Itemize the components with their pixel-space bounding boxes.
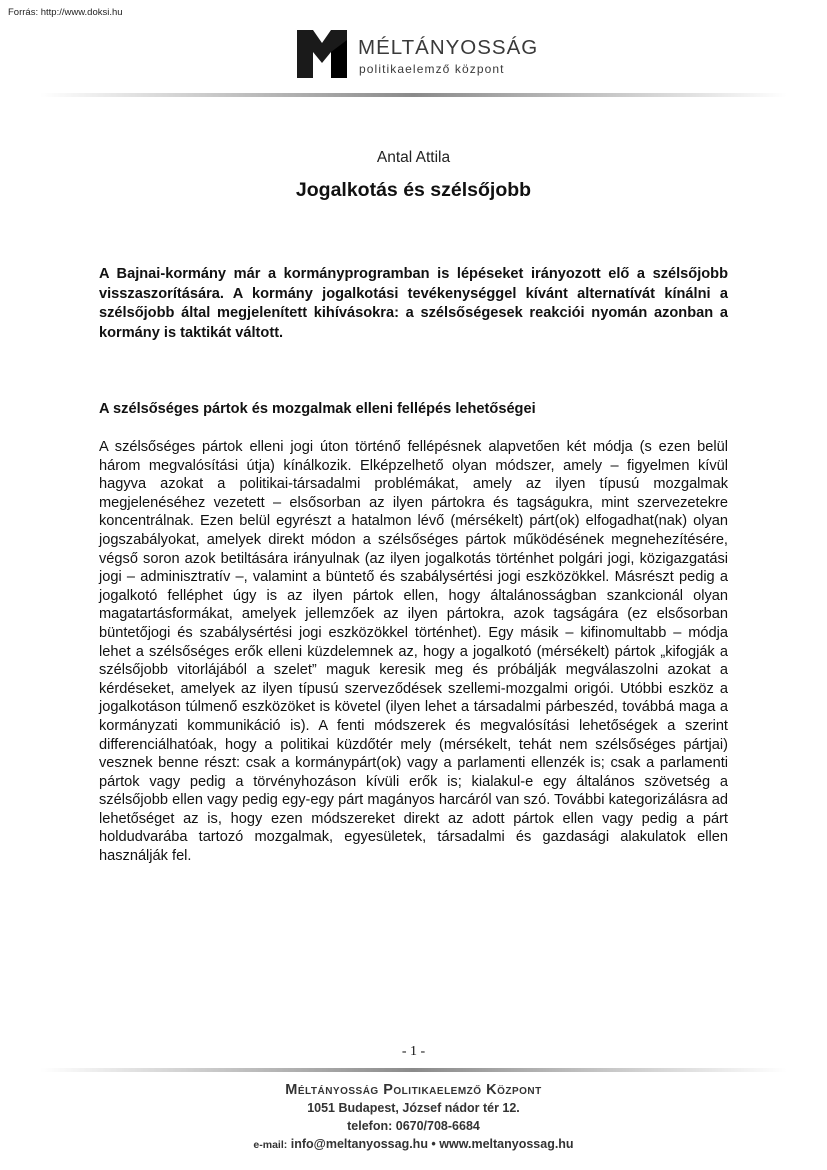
footer-contact — [0, 1137, 827, 1151]
footer-phone: telefon: 0670/708-6684 — [347, 1119, 480, 1133]
footer-address: 1051 Budapest, József nádor tér 12. — [307, 1101, 520, 1115]
footer-organization: Méltányosság Politikaelemző Központ — [285, 1082, 542, 1098]
meltanyossag-m-logo-icon — [297, 30, 347, 78]
section-heading: A szélsőséges pártok és mozgalmak elleni fellépés lehetőségei — [99, 401, 536, 417]
logo-subtitle: politikaelemző központ — [359, 62, 505, 76]
author-name: Antal Attila — [376, 149, 451, 166]
page-number: - 1 - — [401, 1044, 426, 1059]
body-paragraph: A szélsőséges pártok elleni jogi úton történő fellépésnek alapvetően két módja (s ezen belül három megvalósítási útja) kínálkozik. Elképzelhető olyan módszer, amely – figyelmen kívül hagyva azokat a politikai-társadalmi problémákat, amely az ilyen típusú mozgalmak megjelenéséhez vezetett – elsősorban az ilyen pártokra és tagságukra, mint szervezetekre koncentrálnak. Ezen belül egyrészt a hatalmon lévő (mérsékelt) párt(ok) elfogadhat(nak) olyan jogszabályokat, amelyek direkt módon a szélsőséges pártok működésének megnehezítésére, végső soron azok betiltására irányulnak (az ilyen jogalkotás történhet polgári jogi, közigazgatási jogi – adminisztratív –, valamint a büntető és szabálysértési jogi eszközökkel. Másrészt pedig a jogalkotó felléphet úgy is az ilyen pártok ellen, hogy általánosságban szankcionál olyan magatartásformákat, amelyek jellemzőek az ilyen pártokra, azok tagságára (ez elsősorban büntetőjogi és szabálysértési jogi eszközökkel történhet). Egy másik – kifinomultabb – módja lehet a szélsőséges erők elleni küzdelemnek az, hogy a jogalkotó (mérsékelt) pártok „kifogják a szélsőjobb vitorlájából a szelet” maguk keresik meg és próbálják megválaszolni azokat a kérdéseket, amelyek az ilyen típusú szerveződések szellemi-mozgalmi origói. Utóbbi eszköz a jogalkotáson túlmenő eszközöket is követel (ilyen lehet a társadalmi párbeszéd, továbbá maga a kormányzati kommunikáció is). A fenti módszerek és megvalósítási lehetőségek a szerint differenciálhatóak, hogy a politikai küzdőtér mely (mérsékelt, tehát nem szélsőséges pártjai) vesznek benne részt: csak a kormánypárt(ok) vagy a parlamenti ellenzék is; csak a parlamenti pártok vagy pedig a törvényhozáson kívüli erők is; kialakul-e egy általános szövetség a szélsőjobb ellen vagy pedig egy-egy párt magányos harcáról van szó. További kategorizálásra ad lehetőséget az is, hogy ezen módszereket direkt az adott pártok ellen vagy pedig a párt holdudvarába tartozó mozgalmak, egyesületek, társadalmi és gazdasági alakulatok ellen használják fel. — [99, 439, 728, 865]
header-logo — [297, 28, 537, 82]
source-note: Forrás: http://www.doksi.hu — [8, 7, 123, 18]
email-and-website: info@meltanyossag.hu • www.meltanyossag.hu — [290, 1137, 574, 1151]
lead-paragraph: A Bajnai-kormány már a kormányprogramban is lépéseket irányozott elő a szélsőjobb visszaszorítására. A kormány jogalkotási tevékenységgel kívánt alternatívát kínálni a szélsőjobb által megjelenített kihívásokra: a szélsőségesek reakciói nyomán azonban a kormány is taktikát váltott. — [99, 266, 728, 341]
footer-divider — [40, 1068, 787, 1072]
header-divider — [40, 93, 787, 97]
logo-name: MÉLTÁNYOSSÁG — [358, 36, 539, 59]
document-title: Jogalkotás és szélsőjobb — [295, 179, 532, 201]
email-label: e-mail: — [253, 1139, 288, 1151]
